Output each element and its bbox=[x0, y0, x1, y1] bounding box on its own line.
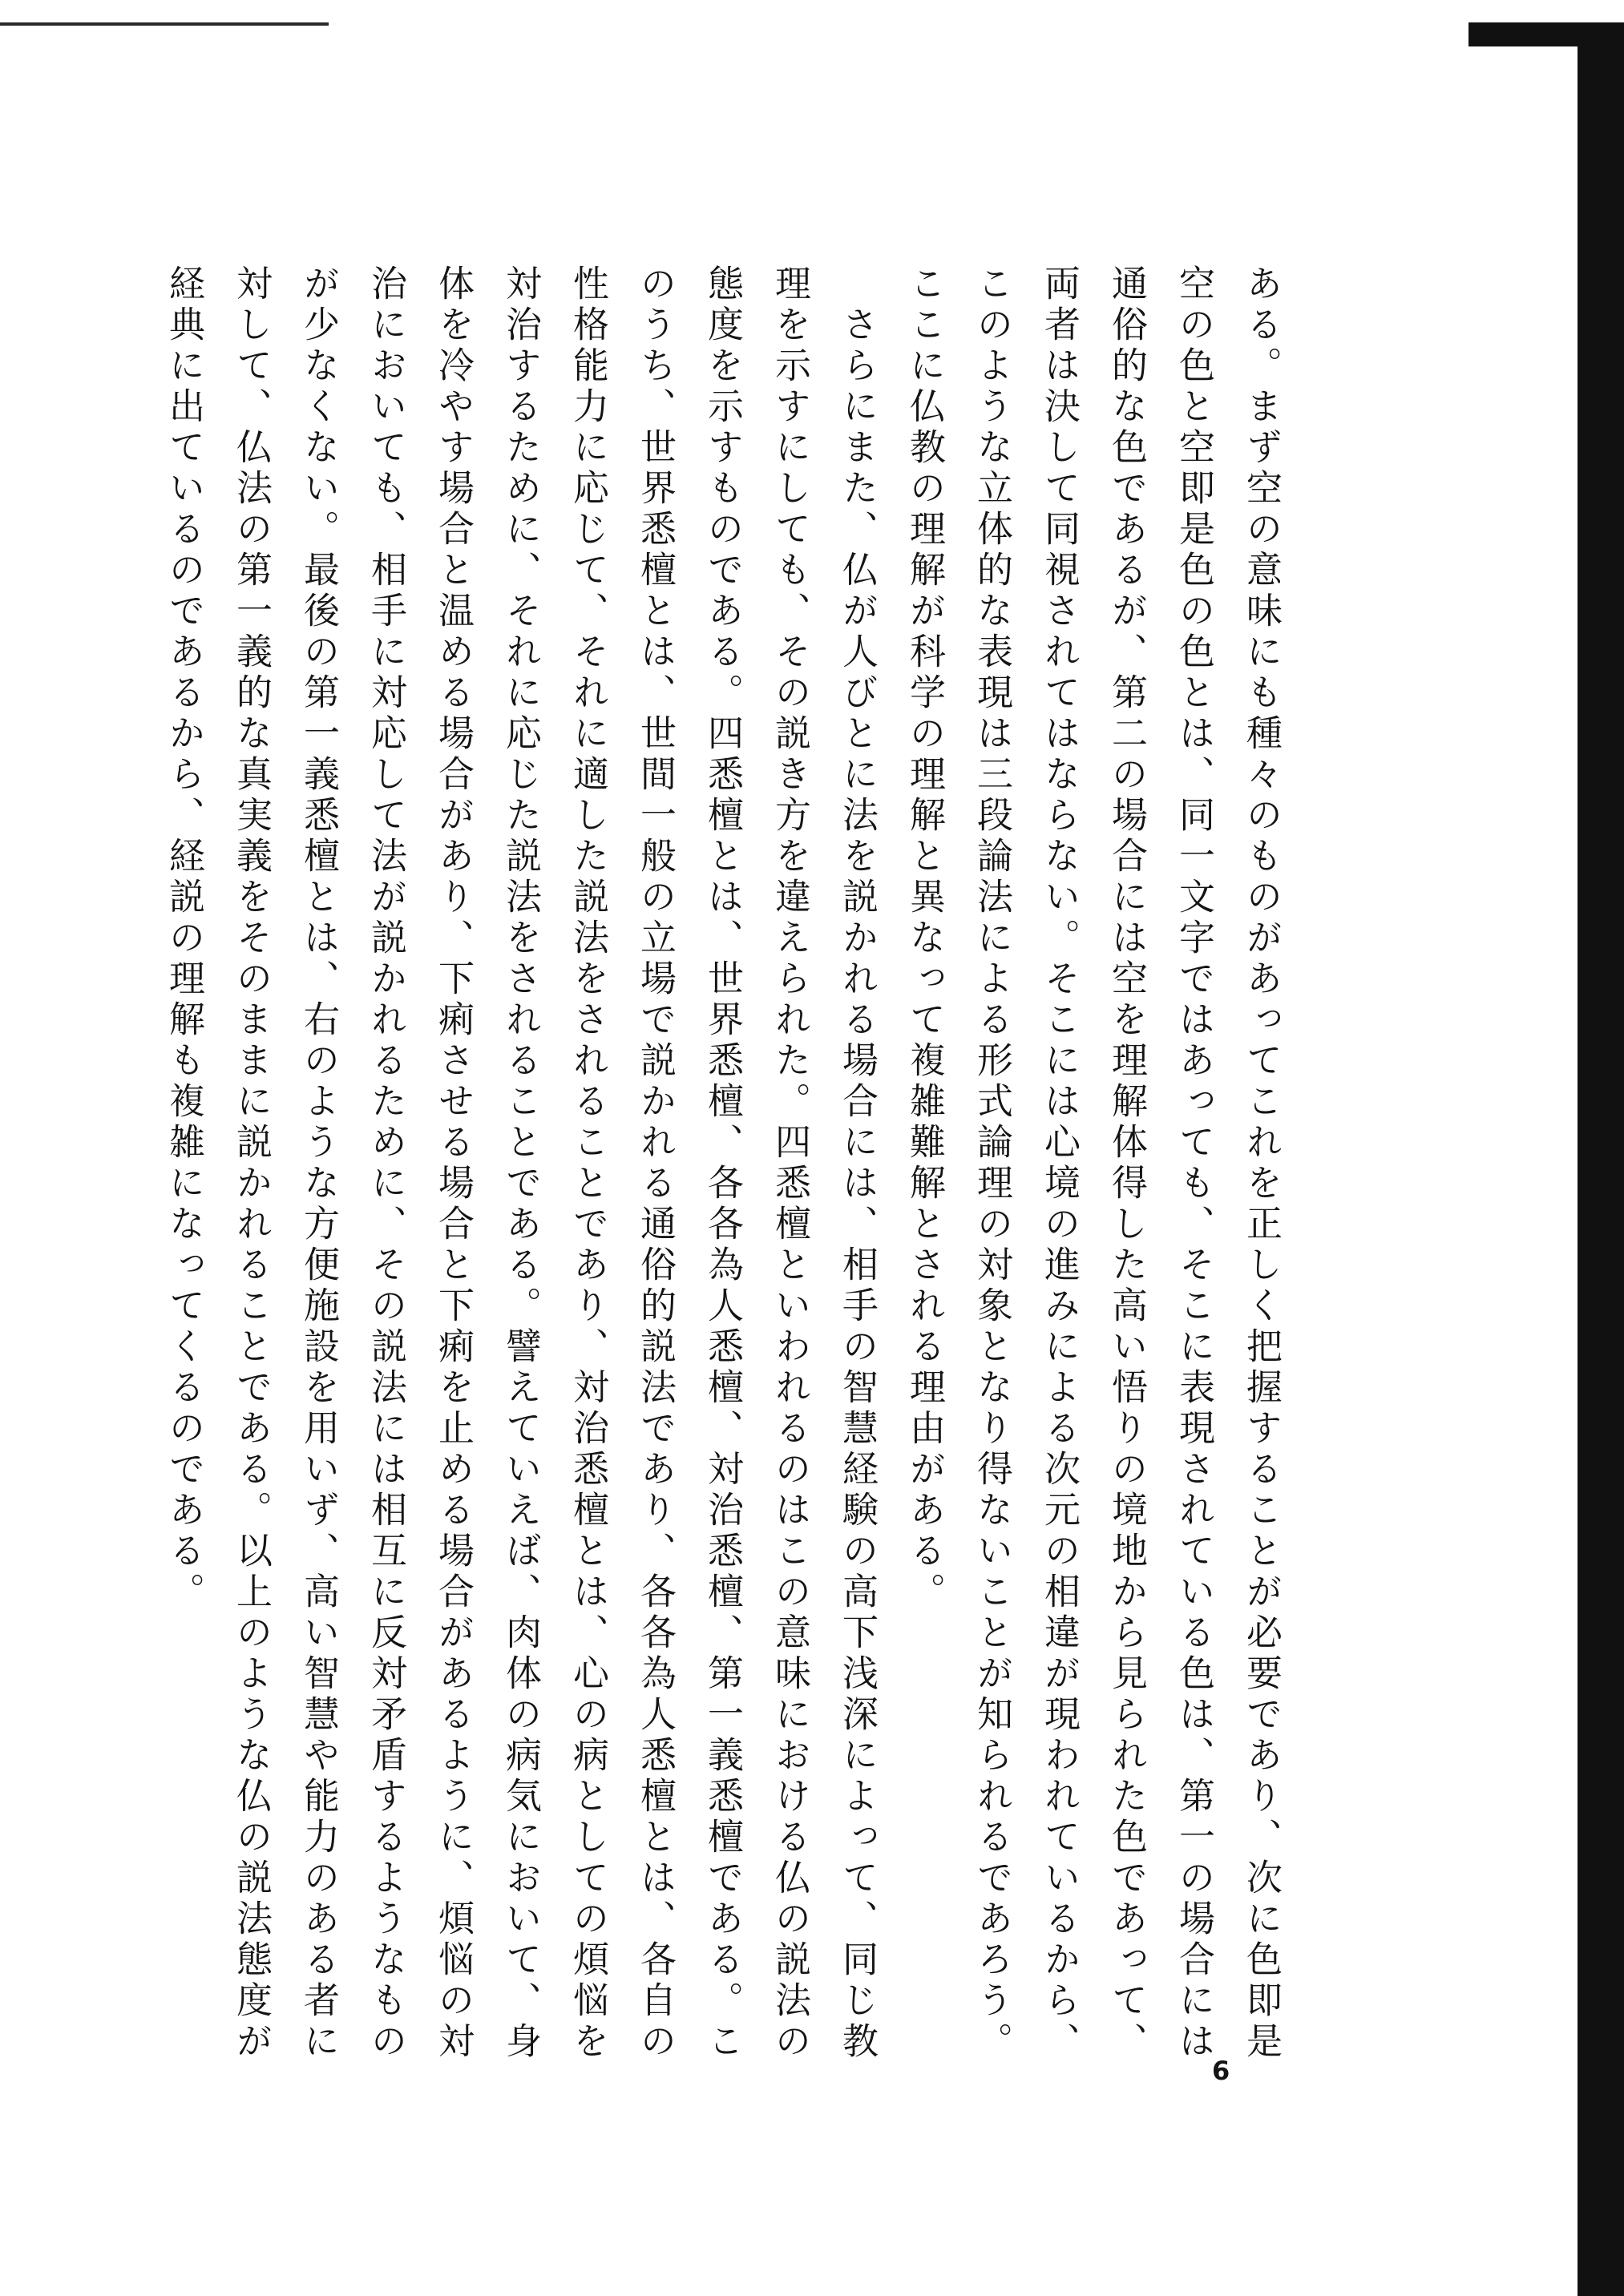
text-column: 性格能力に応じて、それに適した説法をされることであり、対治悉檀とは、心の病としての煩悩を bbox=[567, 264, 609, 2063]
page-number: 6 bbox=[1212, 2056, 1230, 2086]
body-text bbox=[0, 264, 1283, 2220]
text-column: が少なくない。最後の第一義悉檀とは、右のような方便施設を用いず、高い智慧や能力のある者に bbox=[297, 264, 340, 2063]
text-column: 対治するために、それに応じた説法をされることである。譬えていえば、肉体の病気において、身 bbox=[499, 264, 542, 2063]
text-column: 両者は決して同視されてはならない。そこには心境の進みによる次元の相違が現われているから、 bbox=[1038, 264, 1081, 2063]
text-column: 治においても、相手に対応して法が説かれるために、その説法には相互に反対矛盾するようなもの bbox=[365, 264, 407, 2063]
text-column: このような立体的な表現は三段論法による形式論理の対象となり得ないことが知られるであろう。 bbox=[971, 264, 1013, 2063]
text-column: 理を示すにしても、その説き方を違えられた。四悉檀といわれるのはこの意味における仏の説法の bbox=[769, 264, 811, 2063]
top-rule bbox=[0, 22, 329, 26]
text-column: のうち、世界悉檀とは、世間一般の立場で説かれる通俗的説法であり、各各為人悉檀とは、各自の bbox=[634, 264, 677, 2063]
text-column: 空の色と空即是色の色とは、同一文字ではあっても、そこに表現されている色は、第一の場合には bbox=[1173, 264, 1215, 2063]
text-column: ここに仏教の理解が科学の理解と異なって複雑難解とされる理由がある。 bbox=[903, 264, 946, 1613]
text-column: 体を冷やす場合と温める場合があり、下痢させる場合と下痢を止める場合があるように、煩悩の対 bbox=[432, 264, 475, 2063]
scan-border-right bbox=[1578, 22, 1624, 2296]
text-column: 態度を示すものである。四悉檀とは、世界悉檀、各各為人悉檀、対治悉檀、第一義悉檀である。こ bbox=[701, 264, 744, 2063]
text-column: ある。まず空の意味にも種々のものがあってこれを正しく把握することが必要であり、次に色即是 bbox=[1240, 264, 1283, 2063]
text-column: 通俗的な色であるが、第二の場合には空を理解体得した高い悟りの境地から見られた色であって、 bbox=[1105, 264, 1148, 2063]
text-column: 対して、仏法の第一義的な真実義をそのままに説かれることである。以上のような仏の説法態度が bbox=[230, 264, 273, 2063]
text-column: さらにまた、仏が人びとに法を説かれる場合には、相手の智慧経験の高下浅深によって、同じ教 bbox=[836, 264, 879, 2063]
text-column: 経典に出ているのであるから、経説の理解も複雑になってくるのである。 bbox=[163, 264, 205, 1613]
